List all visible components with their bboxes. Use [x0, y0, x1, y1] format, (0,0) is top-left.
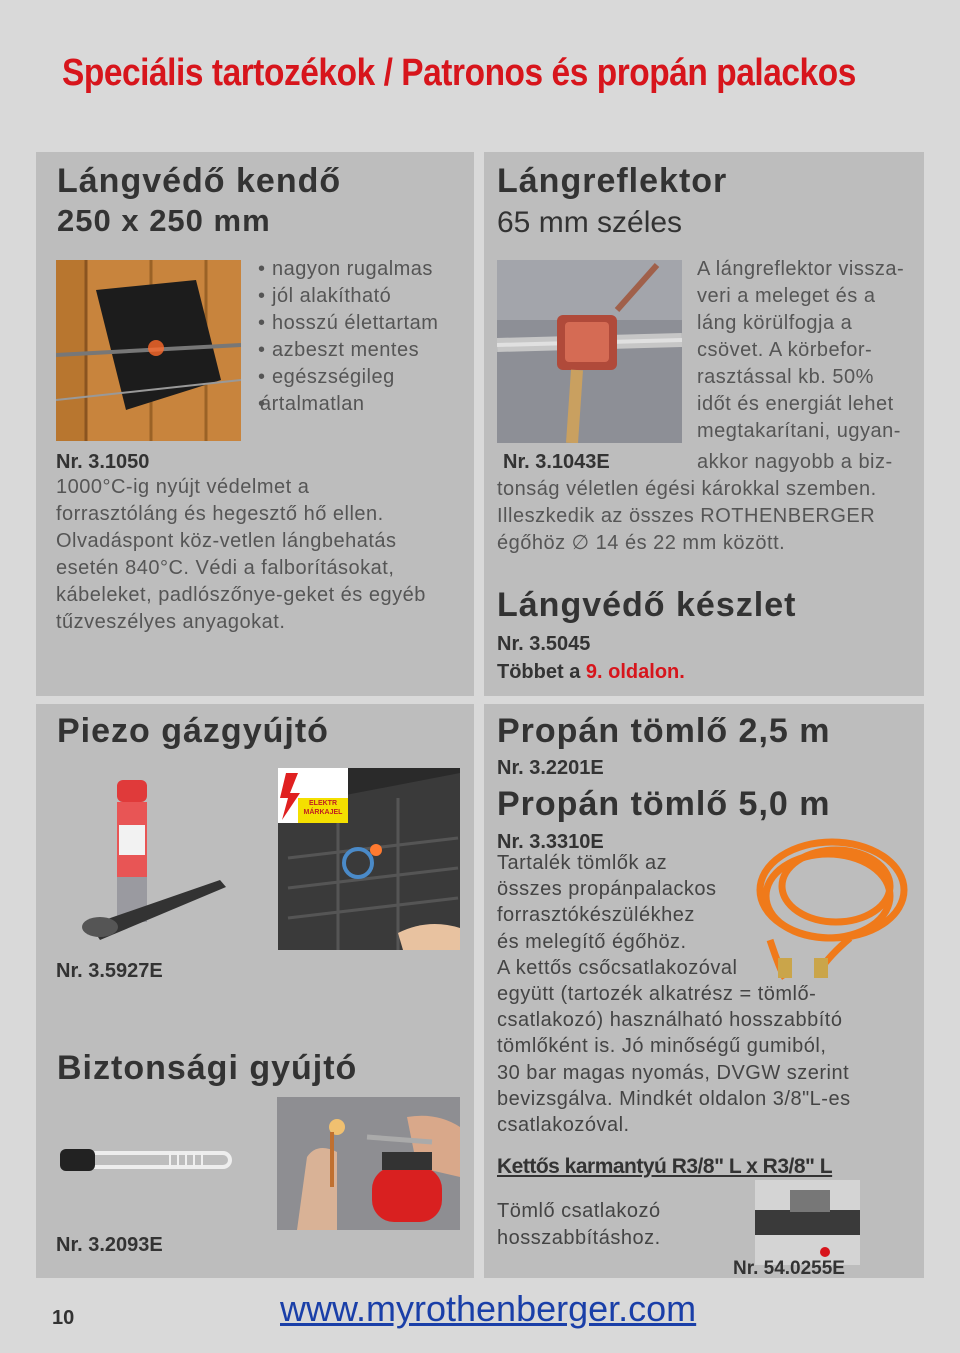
kendo-title: Lángvédő kendő	[57, 162, 342, 200]
page-title: Speciális tartozékok / Patronos és propán palackos	[62, 52, 856, 94]
tomlo-title-2: Propán tömlő 5,0 m	[497, 785, 831, 823]
keszlet-nr: Nr. 3.5045	[497, 633, 591, 655]
kendo-desc-line: kábeleket, padlószőnye-geket és egyéb	[56, 584, 426, 606]
piezo-sign-line: ELEKTR	[309, 800, 337, 807]
tomlo-desc-line: Tartalék tömlők az	[497, 852, 668, 874]
karmantyu-title: Kettős karmantyú R3/8" L x R3/8" L	[497, 1155, 833, 1178]
reflektor-desc-line: tonság véletlen égési károkkal szemben.	[497, 478, 877, 500]
tomlo-desc-line: csatlakozóval.	[497, 1114, 630, 1137]
kendo-bullet-6: • ártalmatlan	[258, 391, 438, 418]
biztonsagi-usage-image	[277, 1097, 460, 1230]
kendo-desc-line: Olvadáspont köz-vetlen lángbehatás	[56, 530, 397, 552]
tomlo-description	[497, 850, 917, 1138]
kendo-desc-line: forrasztóláng és hegesztő hő ellen.	[56, 503, 384, 525]
reflektor-product-image	[497, 260, 682, 443]
tomlo-desc-line: 30 bar magas nyomás, DVGW szerint	[497, 1061, 850, 1084]
tomlo-nr-1: Nr. 3.2201E	[497, 757, 604, 779]
tomlo-title-1: Propán tömlő 2,5 m	[497, 712, 831, 750]
kendo-bullet-4: • azbeszt mentes	[258, 337, 438, 364]
karmantyu-nr: Nr. 54.0255E	[733, 1258, 845, 1279]
kendo-bullet-5: • egészségileg	[258, 364, 438, 391]
reflektor-desc-line: időt és energiát lehet	[697, 393, 894, 415]
tomlo-desc-line: és melegítő égőhöz.	[497, 930, 687, 953]
kendo-nr: Nr. 3.1050	[56, 451, 150, 473]
biztonsagi-title: Biztonsági gyújtó	[57, 1049, 358, 1087]
karmantyu-product-image	[755, 1180, 860, 1265]
kendo-bullet-3: • hosszú élettartam	[258, 310, 438, 337]
reflektor-title: Lángreflektor	[497, 162, 728, 200]
reflektor-desc-line: csövet. A körbefor-	[697, 339, 873, 361]
kendo-bullet-2: • jól alakítható	[258, 283, 438, 310]
reflektor-nr: Nr. 3.1043E	[503, 451, 610, 473]
reflektor-desc-line: veri a meleget és a	[697, 285, 876, 307]
karmantyu-desc-line: hosszabbításhoz.	[497, 1227, 661, 1249]
reflektor-desc-line: A lángreflektor vissza-	[697, 258, 905, 280]
biztonsagi-product-image	[60, 1135, 240, 1185]
kendo-desc-line: tűzveszélyes anyagokat.	[56, 611, 286, 633]
kendo-size: 250 x 250 mm	[57, 203, 271, 238]
reflektor-desc-line: Illeszkedik az összes ROTHENBERGER	[497, 505, 876, 527]
piezo-usage-image	[278, 768, 460, 950]
tomlo-desc-line: bevizsgálva. Mindkét oldalon 3/8"L-es	[497, 1087, 851, 1110]
piezo-title: Piezo gázgyújtó	[57, 712, 329, 750]
kendo-desc-line: 1000°C-ig nyújt védelmet a	[56, 476, 310, 498]
kendo-bullets	[258, 256, 438, 418]
karmantyu-description	[497, 1198, 661, 1252]
tomlo-desc-line: összes propánpalackos	[497, 878, 717, 901]
piezo-sign	[299, 799, 347, 817]
reflektor-description-full	[497, 476, 922, 557]
piezo-nr: Nr. 3.5927E	[56, 960, 163, 982]
kendo-desc-line: esetén 840°C. Védi a falborításokat,	[56, 557, 395, 579]
keszlet-more	[497, 661, 685, 684]
reflektor-desc-line: láng körülfogja a	[697, 312, 853, 334]
kendo-description	[56, 474, 470, 636]
karmantyu-desc-line: Tömlő csatlakozó	[497, 1200, 661, 1222]
tomlo-nr-2: Nr. 3.3310E	[497, 831, 604, 853]
website-link[interactable]: www.myrothenberger.com	[280, 1288, 697, 1329]
keszlet-title: Lángvédő készlet	[497, 586, 797, 624]
reflektor-subtitle: 65 mm széles	[497, 206, 683, 239]
tomlo-desc-line: forrasztókészülékhez	[497, 904, 695, 927]
kendo-bullet-1: • nagyon rugalmas	[258, 256, 438, 283]
reflektor-desc-line: rasztással kb. 50%	[697, 366, 874, 388]
kendo-product-image	[56, 260, 241, 441]
piezo-product-image	[70, 775, 230, 940]
piezo-sign-line: MÁRKAJEL	[303, 809, 343, 816]
reflektor-desc-nr-line: akkor nagyobb a biz-	[697, 451, 893, 473]
reflektor-description-right	[697, 256, 922, 445]
keszlet-more-link[interactable]: 9. oldalon.	[585, 661, 685, 683]
reflektor-desc-line: égőhöz ∅ 14 és 22 mm között.	[497, 532, 786, 554]
tomlo-desc-line: A kettős csőcsatlakozóval	[497, 956, 738, 979]
tomlo-desc-line: tömlőként is. Jó minőségű gumiból,	[497, 1035, 827, 1058]
biztonsagi-nr: Nr. 3.2093E	[56, 1234, 163, 1256]
reflektor-desc-line: megtakarítani, ugyan-	[697, 420, 901, 442]
page-number: 10	[52, 1307, 75, 1329]
keszlet-more-label: Többet a	[497, 661, 581, 683]
tomlo-desc-line: együtt (tartozék alkatrész = tömlő-	[497, 983, 817, 1006]
tomlo-desc-line: csatlakozó) használható hosszabbító	[497, 1009, 843, 1032]
